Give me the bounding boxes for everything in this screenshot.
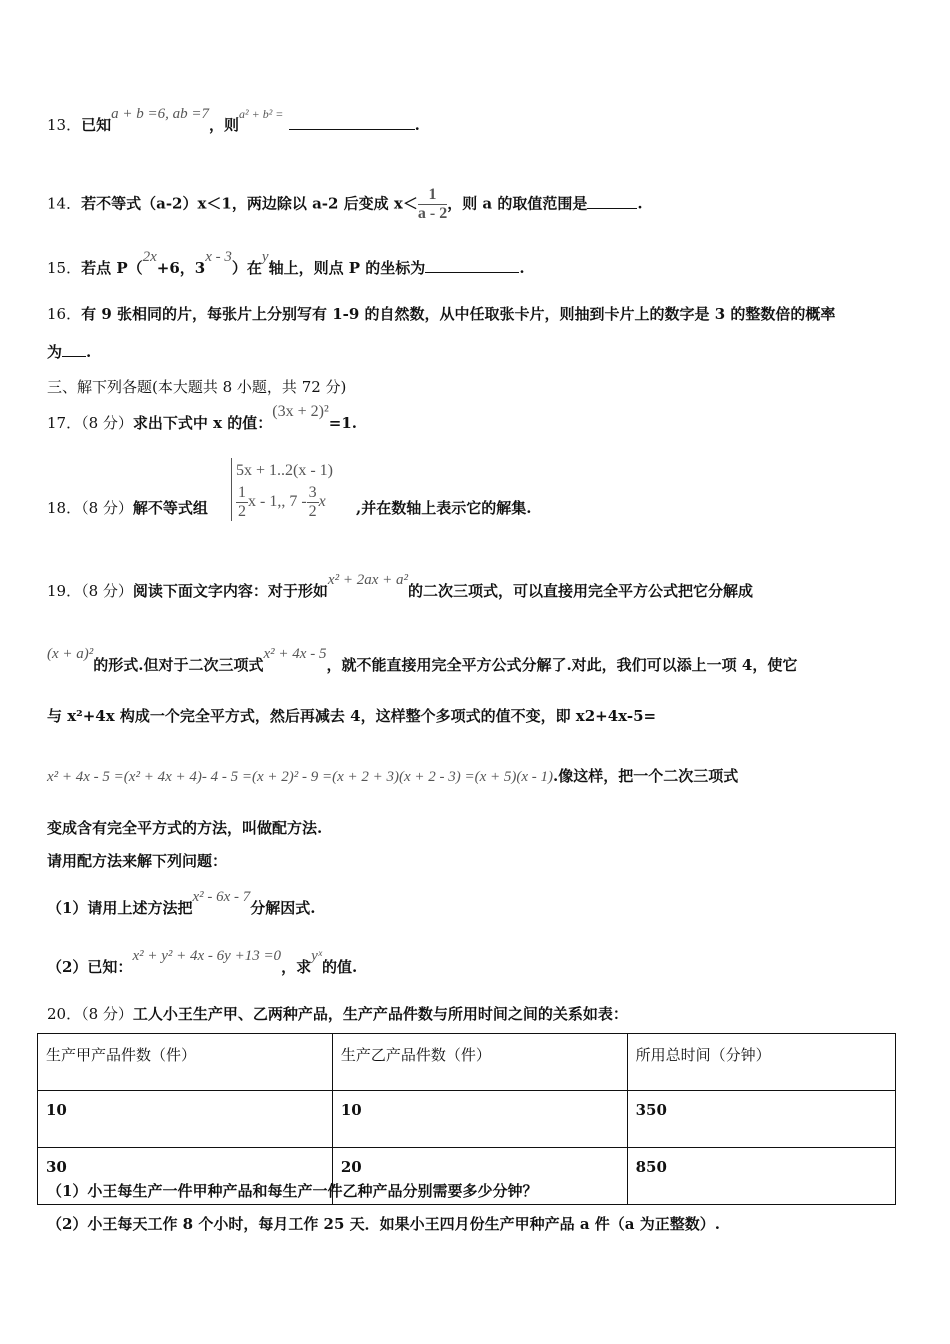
question-20: 20．（8 分）工人小王生产甲、乙两种产品，生产产品件数与所用时间之间的关系如表： [47,1005,628,1023]
table-cell: 10 [38,1091,333,1148]
answer-blank [425,258,519,273]
table-cell: 350 [627,1091,895,1148]
question-19-line6: 请用配方法来解下列问题： [47,852,228,870]
question-18-tail: ,并在数轴上表示它的解集. [356,499,532,517]
question-16-cont: 为 . [47,343,92,361]
table-cell: 30 [38,1148,333,1205]
question-16: 16．有 9 张相同的片，每张片上分别写有 1-9 的自然数，从中任取张卡片，则抽到卡片上的数字是 3 的整数倍的概率 [47,305,836,323]
table-row [38,1091,896,1148]
question-17: 17．（8 分）求出下式中 x 的值：(3x + 2)²=1. [47,403,358,432]
question-13: 13．已知a + b =6, ab =7，则$^{a^2 + b^2 =}$ . [47,106,420,134]
answer-blank [289,115,415,130]
section-3-heading: 三、解下列各题(本大题共 8 小题，共 72 分) [47,378,347,396]
inequality-system: 5x + 1..2(x - 1) $\frac{1}{2}$ x - 1,, 7 - $\frac{3}{2}$ x [231,458,333,521]
question-19-part1: （1）请用上述方法把x² - 6x - 7分解因式. [47,889,316,917]
answer-blank [587,194,637,209]
question-14: 14．若不等式（a-2）x＜1，两边除以 a-2 后变成 x＜ $\frac{1}{a - 2}$ ，则 a 的取值范围是 . [47,186,643,222]
table-cell: 850 [627,1148,895,1205]
question-19-line5: 变成含有完全平方式的方法，叫做配方法. [47,819,323,837]
math-expression: (3x + 2)² [272,403,329,420]
table-cell: 20 [332,1148,627,1205]
question-20-sub1: （1）小王每生产一件甲种产品和每生产一件乙种产品分别需要多少分钟？ [47,1182,538,1200]
table-header: 生产乙产品件数（件） [332,1034,627,1091]
math-condition: a + b =6, ab =7 [111,106,209,122]
fraction: $\frac{1}{a - 2}$ [417,186,448,222]
table-header: 所用总时间（分钟） [627,1034,895,1091]
question-19-line1: 19．（8 分）阅读下面文字内容：对于形如x² + 2ax + a²的二次三项式，可以直接用完全平方公式把它分解成 [47,572,753,600]
question-18: 18．（8 分）解不等式组 [47,499,208,517]
question-19-part2: （2）已知：x² + y² + 4x - 6y +13 =0，求yˣ的值. [47,948,358,976]
answer-blank [62,342,86,357]
table-header-row [38,1034,896,1091]
question-20-sub2: （2）小王每天工作 8 个小时，每月工作 25 天．如果小王四月份生产甲种产品 a 件（a 为正整数）. [47,1215,720,1233]
question-19-line4: x² + 4x - 5 =(x² + 4x + 4)- 4 - 5 =(x + 2)² - 9 =(x + 2 + 3)(x + 2 - 3) =(x + 5)(x - 1).像这样，把一个二次三项式 [47,767,739,785]
math-expression: a² + b² = [239,107,284,121]
question-15: 15．若点 P（2x+6，3x - 3）在y轴上，则点 P 的坐标为 . [47,249,525,277]
question-19-line3: 与 x²+4x 构成一个完全平方式，然后再减去 4，这样整个多项式的值不变，即 x2+4x-5= [47,707,657,725]
question-19-line2: (x + a)²的形式.但对于二次三项式x² + 4x - 5，就不能直接用完全平方公式分解了.对此，我们可以添上一项 4，使它 [47,646,798,674]
table-cell: 10 [332,1091,627,1148]
table-header: 生产甲产品件数（件） [38,1034,333,1091]
